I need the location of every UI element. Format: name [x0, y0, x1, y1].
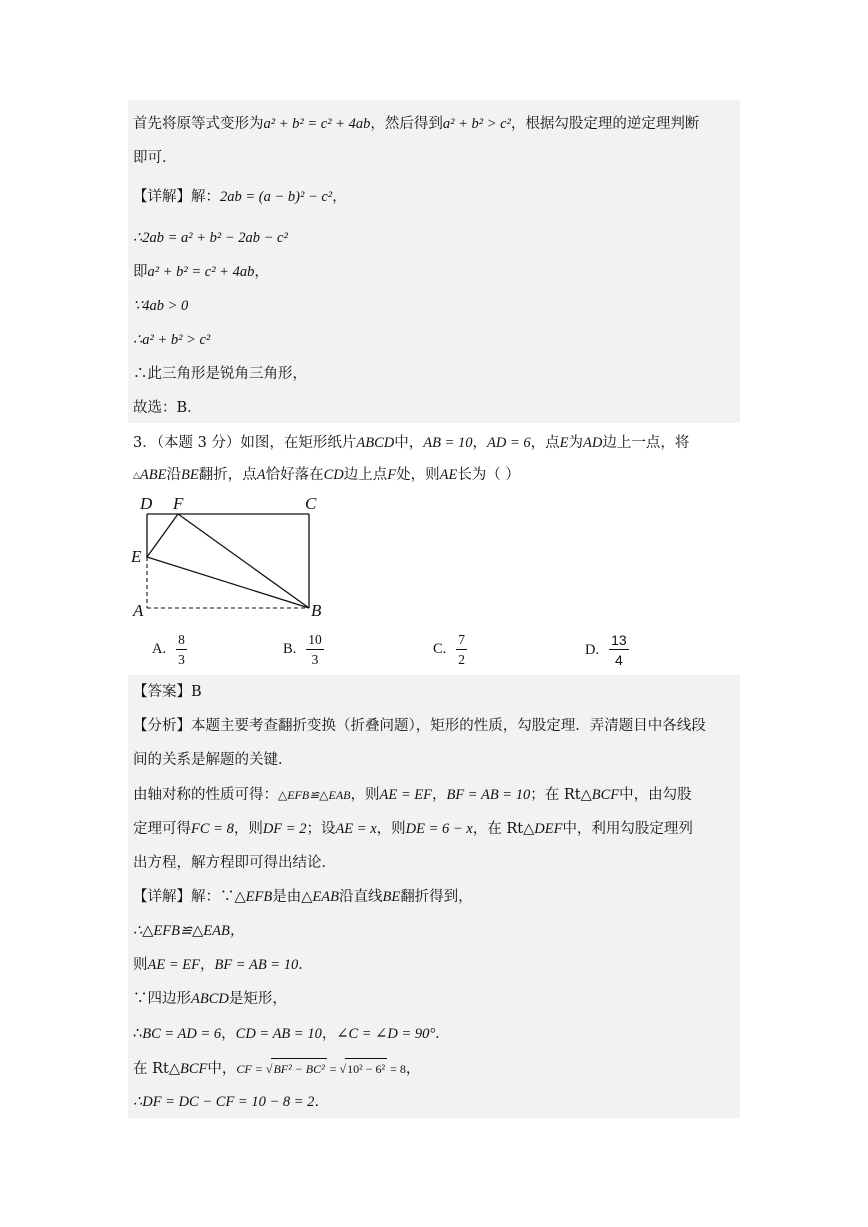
block1-line-3	[133, 187, 347, 207]
numerator: 10	[306, 633, 324, 650]
option-c[interactable]	[433, 633, 467, 666]
text: 3．（本题 3 分）如图，在矩形纸片	[133, 435, 357, 451]
text: ∴此三角形是锐角三角形，	[133, 366, 307, 382]
block1-line-4	[133, 228, 288, 248]
text: 是矩形，	[228, 991, 287, 1007]
analysis-line-3	[133, 785, 692, 805]
text: 沿直线	[338, 889, 383, 905]
math: AE	[439, 467, 458, 483]
text: 沿	[166, 467, 181, 483]
sqrt-sign: √	[265, 1062, 273, 1076]
question-line-1	[133, 433, 689, 453]
numerator: 8	[176, 633, 187, 650]
text: ；设	[306, 821, 336, 837]
math: CD = AB = 10	[235, 1026, 322, 1042]
text: 即可．	[133, 150, 177, 166]
analysis-line-4	[133, 819, 693, 839]
text: 故选：B．	[133, 400, 202, 416]
math: F	[387, 467, 397, 483]
math: BF = AB = 10	[446, 787, 531, 803]
text: 中，由勾股	[619, 787, 692, 803]
text: 长为（ ）	[457, 467, 520, 483]
math: △BCF	[580, 787, 620, 803]
text: ，则	[350, 787, 380, 803]
option-a[interactable]	[152, 633, 187, 666]
math: =	[326, 1062, 340, 1076]
text: ，	[254, 264, 269, 280]
text: ，	[221, 1026, 236, 1042]
math: DF = 2	[262, 821, 307, 837]
option-label: A.	[152, 641, 167, 657]
text: 处，则	[396, 467, 440, 483]
analysis-line-2	[133, 750, 293, 770]
text: ∴	[133, 1026, 143, 1042]
text: ．	[298, 957, 313, 973]
text: 边上点	[343, 467, 388, 483]
block1-line-5	[133, 262, 269, 282]
sqrt-sign: √	[339, 1062, 347, 1076]
equation: a² + b² = c² + 4ab	[147, 264, 255, 280]
text: 【详解】解：∵	[133, 889, 235, 905]
equation: a² + b² = c² + 4ab	[263, 116, 371, 132]
answer: 【答案】B	[133, 684, 202, 700]
label-D: D	[140, 494, 153, 513]
text: 首先将原等式变形为	[133, 116, 264, 132]
text: 为	[568, 435, 584, 451]
denominator: 2	[458, 651, 466, 667]
text: ，根据勾股定理的逆定理判断	[510, 116, 700, 132]
math: BE	[181, 467, 199, 483]
label-F: F	[173, 494, 184, 513]
label-B: B	[311, 601, 322, 620]
math: AD	[583, 435, 603, 451]
math: CF =	[236, 1062, 266, 1076]
equation: ∴2ab = a² + b² − 2ab − c²	[133, 230, 288, 246]
text: 即	[133, 264, 148, 280]
detail-line-2	[133, 921, 244, 941]
denominator: 4	[615, 652, 623, 668]
text: 由轴对称的性质可得：	[133, 787, 278, 803]
detail-line-6	[133, 1058, 420, 1079]
math: E	[559, 435, 569, 451]
text: ，	[472, 435, 488, 451]
detail-line-3	[133, 955, 313, 975]
option-b[interactable]	[283, 633, 324, 666]
segment-EF	[147, 514, 178, 557]
detail-tag: 【详解】解：	[133, 189, 220, 205]
segment-FB	[178, 514, 309, 608]
detail-line-7	[133, 1092, 329, 1112]
math: ABCD	[191, 991, 229, 1007]
numerator: 13	[611, 632, 627, 648]
option-d[interactable]	[585, 633, 629, 667]
question-line-2	[133, 465, 520, 486]
analysis-line-5	[133, 853, 336, 873]
label-C: C	[305, 494, 317, 513]
radicand: BF² − BC²	[271, 1058, 326, 1079]
text: ，	[405, 1061, 421, 1077]
text: ，	[321, 1026, 337, 1042]
math: △EFB≌△EAB	[278, 788, 351, 802]
text: 间的关系是解题的关键．	[133, 752, 293, 768]
text: ，则	[376, 821, 406, 837]
block1-line-9	[133, 398, 202, 418]
block1-line-8	[133, 364, 307, 384]
analysis-line-1	[133, 716, 706, 736]
text: 在 Rt	[133, 1061, 169, 1077]
math: ABE	[139, 467, 167, 483]
equation: ∵4ab > 0	[133, 298, 189, 314]
block1-line-7	[133, 330, 210, 350]
segment-EB	[147, 557, 309, 608]
text: ，	[332, 189, 347, 205]
math: AE = EF	[147, 957, 200, 973]
detail-line-5	[133, 1024, 450, 1044]
math: A	[256, 467, 266, 483]
math: △DEF	[523, 821, 563, 837]
text: 翻折得到，	[400, 889, 473, 905]
denominator: 3	[311, 651, 319, 667]
math: FC = 8	[191, 821, 234, 837]
text: 出方程，解方程即可得出结论．	[133, 855, 336, 871]
math: AB = 10	[423, 435, 473, 451]
numerator: 7	[456, 633, 467, 650]
text: ；在 Rt	[530, 787, 581, 803]
text: ．	[435, 1026, 450, 1042]
option-label: C.	[433, 641, 447, 657]
text: ，然后得到	[370, 116, 443, 132]
math: AE = x	[335, 821, 377, 837]
math: ∠C = ∠D = 90°	[336, 1026, 436, 1042]
text: 翻折，点	[198, 467, 257, 483]
text: 边上一点，将	[602, 435, 690, 451]
text: 恰好落在	[265, 467, 324, 483]
math: ∴△EFB≌△EAB，	[133, 923, 245, 939]
text: 中，利用勾股定理列	[562, 821, 693, 837]
equation: a² + b² > c²	[442, 116, 511, 132]
denominator: 3	[178, 651, 185, 667]
math: ABCD	[356, 435, 395, 451]
detail-line-4	[133, 989, 287, 1009]
text: ，点	[530, 435, 560, 451]
text: 定理可得	[133, 821, 191, 837]
rectangle-fold-figure	[126, 492, 336, 622]
text: 中，	[394, 435, 424, 451]
block1-line-1	[133, 114, 699, 134]
text: 则	[133, 957, 148, 973]
equation: 2ab = (a − b)² − c²	[220, 189, 333, 205]
detail-line-1	[133, 887, 473, 907]
math: BF = AB = 10	[214, 957, 299, 973]
math: AE = EF	[379, 787, 432, 803]
math: △EAB	[301, 889, 339, 905]
text: 中，	[207, 1061, 237, 1077]
option-label: D.	[585, 641, 600, 658]
math: △EFB	[234, 889, 273, 905]
label-E: E	[131, 547, 142, 566]
label-A: A	[133, 601, 144, 620]
block1-line-6	[133, 296, 188, 316]
text: ，	[199, 957, 215, 973]
math: △BCF	[168, 1061, 208, 1077]
math: ∴DF = DC − CF = 10 − 8 = 2．	[133, 1094, 329, 1110]
text: ，则	[233, 821, 263, 837]
math: AD = 6	[487, 435, 531, 451]
radicand: 10² − 6²	[345, 1058, 387, 1079]
text: ，在 Rt	[472, 821, 524, 837]
text: 是由	[272, 889, 302, 905]
answer-line	[133, 682, 202, 702]
option-label: B.	[283, 641, 297, 657]
block1-line-2	[133, 148, 177, 168]
math: = 8	[387, 1062, 406, 1076]
math: BE	[382, 889, 401, 905]
math: CD	[323, 467, 344, 483]
math: BC = AD = 6	[142, 1026, 222, 1042]
equation: ∴a² + b² > c²	[133, 332, 211, 348]
text: ∵四边形	[133, 991, 191, 1007]
text: ，	[431, 787, 447, 803]
triangle-symbol: △	[133, 471, 140, 481]
text: 【分析】本题主要考查翻折变换（折叠问题），矩形的性质，勾股定理．弄清题目中各线段	[133, 718, 706, 734]
math: DE = 6 − x	[405, 821, 473, 837]
